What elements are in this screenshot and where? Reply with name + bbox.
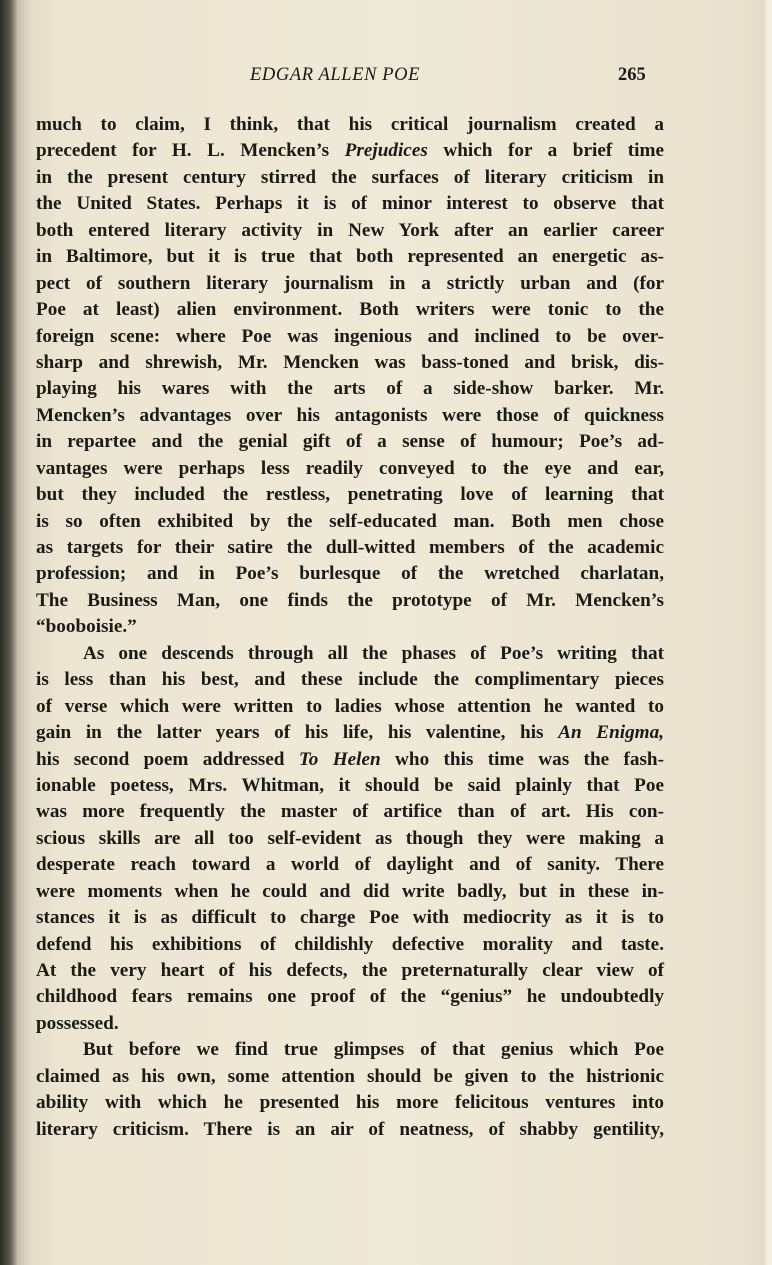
italic-title: Prejudices [344, 140, 428, 162]
text-run: the United States. Perhaps it is of minor interest to observe that [36, 193, 664, 215]
text-run: which for a brief time [427, 140, 664, 162]
text-run: ionable poetess, Mrs. Whitman, it should be said plainly that Poe [36, 774, 664, 796]
italic-title: An Enigma, [558, 722, 664, 744]
text-run: is less than his best, and these include the complimentary pieces [36, 669, 664, 691]
text-line [36, 138, 664, 164]
text-line [36, 429, 664, 455]
text-run: vantages were perhaps less readily conveyed to the eye and ear, [36, 457, 664, 479]
text-line [36, 191, 664, 217]
paragraph [36, 112, 664, 641]
text-line [36, 1011, 664, 1037]
text-run: sharp and shrewish, Mr. Mencken was bass-toned and brisk, dis- [36, 351, 664, 373]
text-line [36, 747, 664, 773]
text-run: gain in the latter years of his life, his valentine, his [36, 722, 559, 744]
text-line [36, 297, 664, 323]
text-line [36, 1117, 664, 1143]
text-run: scious skills are all too self-evident as though they were making a [36, 827, 664, 849]
text-line [36, 984, 664, 1010]
text-line [36, 588, 664, 614]
text-line [36, 694, 664, 720]
text-line [36, 561, 664, 587]
text-run: pect of southern literary journalism in a strictly urban and (for [36, 272, 664, 294]
body-text [36, 112, 664, 1143]
text-run: Mencken’s advantages over his antagonists were those of quickness [36, 404, 664, 426]
text-line [36, 324, 664, 350]
text-run: defend his exhibitions of childishly defective morality and taste. [36, 933, 664, 955]
text-run: As one descends through all the phases of Poe’s writing that [83, 642, 664, 664]
text-line [36, 667, 664, 693]
page-number: 265 [618, 65, 646, 85]
text-line [36, 112, 664, 138]
page-header [0, 62, 772, 92]
text-line [36, 482, 664, 508]
text-run: profession; and in Poe’s burlesque of the wretched charlatan, [36, 563, 664, 585]
text-run: Poe at least) alien environment. Both writers were tonic to the [36, 299, 664, 321]
text-run: in repartee and the genial gift of a sense of humour; Poe’s ad- [36, 431, 664, 453]
text-run: claimed as his own, some attention should be given to the histrionic [36, 1065, 664, 1087]
text-run: as targets for their satire the dull-witted members of the academic [36, 537, 664, 558]
text-run: desperate reach toward a world of daylight and of sanity. There [36, 854, 664, 876]
text-line [36, 244, 664, 270]
text-run: in Baltimore, but it is true that both represented an energetic as- [36, 246, 664, 268]
text-line [36, 932, 664, 958]
text-line [36, 826, 664, 852]
text-run: who this time was the fash- [380, 748, 664, 770]
text-line [36, 1090, 664, 1116]
text-run: The Business Man, one finds the prototype of Mr. Mencken’s [36, 589, 664, 611]
text-line [36, 773, 664, 799]
text-run: of verse which were written to ladies whose attention he wanted to [36, 695, 664, 717]
text-run: precedent for H. L. Mencken’s [36, 140, 345, 162]
text-run: his second poem addressed [36, 748, 299, 770]
text-run: playing his wares with the arts of a side-show barker. Mr. [36, 378, 664, 400]
text-run: were moments when he could and did write badly, but in these in- [36, 880, 664, 902]
running-head: EDGAR ALLEN POE [250, 65, 421, 85]
text-line [36, 958, 664, 984]
text-line [36, 509, 664, 535]
text-run: “booboisie.” [36, 616, 137, 638]
text-run: but they included the restless, penetrating love of learning that [36, 484, 664, 506]
text-line [36, 350, 664, 376]
text-run: was more frequently the master of artifice than of art. His con- [36, 801, 664, 823]
text-line [36, 720, 664, 746]
text-run: At the very heart of his defects, the preternaturally clear view of [36, 960, 664, 981]
text-line [36, 614, 664, 640]
text-line [36, 641, 664, 667]
text-run: possessed. [36, 1012, 119, 1034]
text-line [36, 852, 664, 878]
text-line [36, 403, 664, 429]
text-line [36, 535, 664, 561]
text-run: foreign scene: where Poe was ingenious and inclined to be over- [36, 325, 664, 347]
text-run: childhood fears remains one proof of the “genius” he undoubtedly [36, 986, 664, 1008]
text-line [36, 376, 664, 402]
text-run: ability with which he presented his more felicitous ventures into [36, 1092, 664, 1114]
italic-title: To Helen [298, 748, 381, 770]
text-line [36, 905, 664, 931]
text-line [36, 1037, 664, 1063]
text-run: literary criticism. There is an air of neatness, of shabby gentility, [36, 1118, 664, 1140]
text-line [36, 165, 664, 191]
paragraph [36, 641, 664, 1038]
paragraph [36, 1037, 664, 1143]
text-run: stances it is as difficult to charge Poe with mediocrity as it is to [36, 907, 664, 929]
text-line [36, 879, 664, 905]
text-line [36, 456, 664, 482]
text-run: in the present century stirred the surfaces of literary criticism in [36, 166, 664, 188]
text-line [36, 799, 664, 825]
text-line [36, 218, 664, 244]
text-line [36, 1064, 664, 1090]
text-run: much to claim, I think, that his critical journalism created a [36, 114, 664, 135]
text-run: both entered literary activity in New York after an earlier career [36, 219, 664, 241]
text-run: is so often exhibited by the self-educated man. Both men chose [36, 510, 664, 532]
text-run: But before we find true glimpses of that genius which Poe [83, 1039, 664, 1061]
text-line [36, 271, 664, 297]
